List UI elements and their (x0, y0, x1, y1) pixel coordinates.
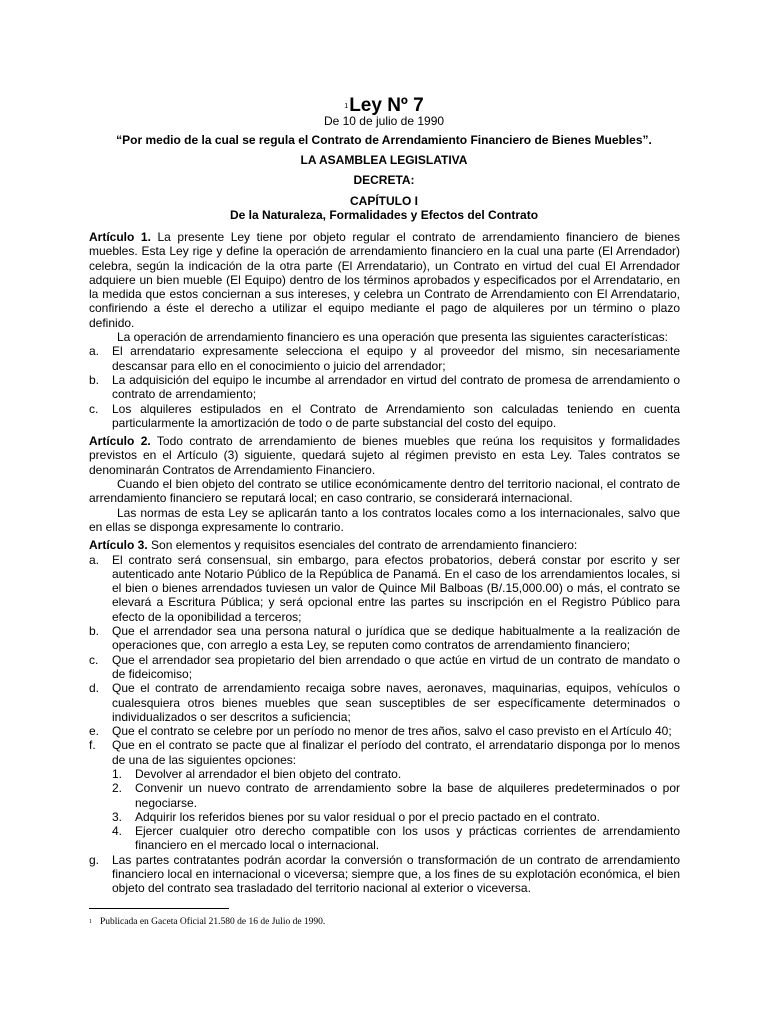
list-text: Que en el contrato se pacte que al finalizar el período del contrato, el arrendatario disponga por lo menos de una de las siguientes opciones: (112, 738, 680, 767)
option-text: Adquirir los referidos bienes por su valor residual o por el precio pactado en el contrato. (135, 809, 600, 824)
article-1 (89, 230, 680, 330)
list-item (89, 653, 680, 682)
law-subtitle: “Por medio de la cual se regula el Contrato de Arrendamiento Financiero de Bienes Muebles”. (116, 133, 652, 147)
option-text: Devolver al arrendador el bien objeto del contrato. (135, 766, 402, 781)
list-text: El arrendatario expresamente selecciona el equipo y al proveedor del mismo, sin necesariamente descansar para ello en el conocimiento o juicio del arrendador; (112, 344, 680, 373)
chapter-heading: CAPÍTULO I (350, 194, 418, 208)
article-3 (89, 538, 680, 552)
paragraph: Las normas de esta Ley se aplicarán tanto a los contratos locales como a los internacionales, salvo que en ellas se disponga expresamente lo contrario. (89, 505, 680, 534)
list-label: c. (89, 401, 99, 416)
chapter-title: De la Naturaleza, Formalidades y Efectos del Contrato (229, 208, 539, 222)
option-label: 1. (112, 766, 123, 781)
option-list (89, 767, 680, 853)
option-item (112, 767, 680, 781)
article-label: Artículo 3. (89, 538, 148, 553)
law-title-text: Ley Nº 7 (349, 95, 424, 116)
list-text: Que el contrato de arrendamiento recaiga sobre naves, aeronaves, maquinarias, equipos, vehículos o cualesquiera otros bienes muebles que sean susceptibles de ser específicamente determinados o individualizados o ser descritos a suficiencia; (112, 681, 680, 724)
footnote-text: Publicada en Gaceta Oficial 21.580 de 16 de Julio de 1990. (100, 917, 326, 927)
option-label: 2. (112, 781, 123, 796)
option-item (112, 781, 680, 810)
list-text: La adquisición del equipo le incumbe al arrendador en virtud del contrato de promesa de arrendamiento o contrato de arrendamiento; (112, 372, 680, 402)
paragraph: Cuando el bien objeto del contrato se utilice económicamente dentro del territorio nacional, el contrato de arrendamiento financiero se reputará local; en caso contrario, se considerará internacional. (89, 477, 680, 506)
footnote-divider (89, 908, 229, 909)
list-text: Las partes contratantes podrán acordar la conversión o transformación de un contrato de arrendamiento financiero local en internacional o viceversa; siempre que, a los fines de su explotación económica, el bien objeto del contrato sea trasladado del territorio nacional al exterior o viceversa. (112, 852, 680, 896)
paragraph: La operación de arrendamiento financiero es una operación que presenta las siguientes características: (117, 330, 669, 345)
list-item (89, 373, 680, 402)
list-label: c. (89, 652, 99, 667)
option-text: Convenir un nuevo contrato de arrendamiento sobre la base de alquileres predeterminados o por negociarse. (135, 781, 680, 810)
list-label: b. (89, 624, 100, 639)
list-item (89, 624, 680, 653)
option-text: Ejercer cualquier otro derecho compatible con los usos y prácticas corrientes de arrendamiento financiero en el mercado local o internacional. (135, 824, 680, 853)
option-item (112, 824, 680, 853)
list-item (89, 344, 680, 373)
article-label: Artículo 1. (89, 230, 151, 244)
list-text: Que el arrendador sea propietario del bien arrendado o que actúe en virtud de un contrato de mandato o de fideicomiso; (112, 652, 680, 681)
footnote-reference: 1 (344, 103, 349, 110)
list-text: El contrato será consensual, sin embargo, para efectos probatorios, deberá constar por escrito y ser autenticado ante Notario Público de la República de Panamá. En el caso de los arrendamientos locales, si el bien o bienes arrendados tuviesen un valor de Quince Mil Balboas (B/.15,000.00) o más, el contrato se elevará a Escritura Pública; y será opcional entre las partes su inscripción en el Registro Público para efecto de la oponibilidad a terceros; (112, 552, 680, 624)
option-item (112, 810, 680, 824)
option-label: 4. (112, 824, 123, 839)
list-label: b. (89, 372, 100, 387)
option-label: 3. (112, 809, 123, 824)
list-text: Que el contrato se celebre por un período no menor de tres años, salvo el caso previsto en el Artículo 40; (112, 724, 672, 739)
article-label: Artículo 2. (89, 434, 151, 449)
list-label: f. (89, 738, 96, 753)
list-label: a. (89, 344, 100, 359)
footnote-mark: 1 (89, 919, 92, 925)
list-item (89, 853, 680, 896)
list-item (89, 738, 680, 767)
list-label: g. (89, 852, 100, 867)
footnote (89, 916, 325, 928)
list-item (89, 724, 680, 738)
list-item (89, 681, 680, 724)
article-2 (89, 434, 680, 477)
list-item (89, 553, 680, 624)
list-label: a. (89, 552, 100, 567)
law-date: De 10 de julio de 1990 (323, 114, 445, 128)
document-body (89, 230, 680, 896)
article-text: La presente Ley tiene por objeto regular el contrato de arrendamiento financiero de bienes muebles. Esta Ley rige y define la operación de arrendamiento financiero en la cual una parte (El Arrendador) celebra, según la indicación de la otra parte (El Arrendatario), un Contrato en virtud del cual El Arrendador adquiere un bien mueble (El Equipo) dentro de los términos aprobados y especificados por el Arrendatario, en la medida que estos conciernan a sus intereses, y celebra un Contrato de Arrendamiento con El Arrendatario, confiriendo a éste el derecho a utilizar el equipo mediante el pago de alquileres por un término o plazo definido. (89, 230, 680, 330)
list-label: d. (89, 681, 100, 696)
assembly-heading: LA ASAMBLEA LEGISLATIVA (300, 153, 468, 167)
article-text: Todo contrato de arrendamiento de bienes muebles que reúna los requisitos y formalidades previstos en el Artículo (3) siguiente, quedará sujeto al régimen previsto en esta Ley. Tales contratos se denominarán Contratos de Arrendamiento Financiero. (89, 434, 680, 477)
list-text: Que el arrendador sea una persona natural o jurídica que se dedique habitualmente a la realización de operaciones que, con arreglo a esta Ley, se reputen como contratos de arrendamiento financiero; (112, 624, 680, 653)
article-text: Son elementos y requisitos esenciales del contrato de arrendamiento financiero: (147, 538, 578, 553)
decreta-heading: DECRETA: (353, 173, 415, 187)
list-label: e. (89, 724, 100, 739)
list-text: Los alquileres estipulados en el Contrato de Arrendamiento son calculadas teniendo en cuenta particularmente la amortización de todo o de parte substancial del costo del equipo. (112, 401, 680, 430)
list-item (89, 402, 680, 431)
